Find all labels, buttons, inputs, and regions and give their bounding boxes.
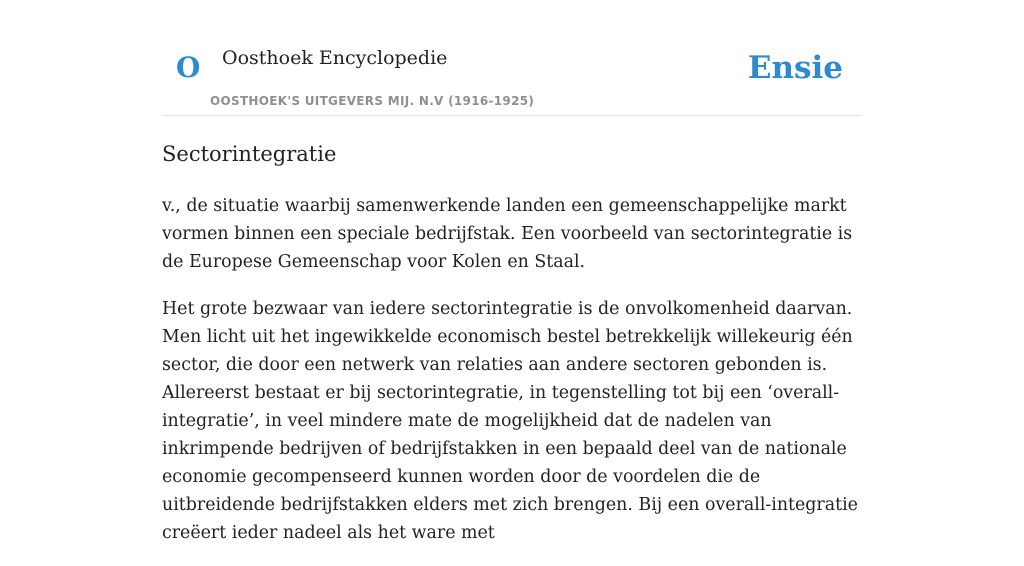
article-paragraph: v., de situatie waarbij samenwerkende landen een gemeenschappelijke markt vormen binnen een speciale bedrijfstak. Een voorbeeld van sectorintegratie is de Europese Gemeenschap voor Kolen en Staal. [162,196,853,272]
site-header [162,0,862,116]
page [162,0,862,543]
ensie-logo[interactable]: Ensie [747,50,843,86]
article-body [162,192,862,566]
article-title: Sectorintegratie [162,142,337,166]
article-paragraph: Het grote bezwaar van iedere sectorintegratie is de onvolkomenheid daarvan. Men licht uit het ingewikkelde economisch bestel betrekkelijk willekeurig één sector, die door een netwerk van relaties aan andere sectoren gebonden is. Allereerst bestaat er bij sectorintegratie, in tegenstelling tot bij een ‘overall-integratie’, in veel mindere mate de mogelijkheid dat de nadelen van inkrimpende bedrijven of bedrijfstakken in een bepaald deel van de nationale economie gecompenseerd kunnen worden door de voordelen die de uitbreidende bedrijfstakken elders met zich brengen. Bij een overall-integratie creëert ieder nadeel als het ware met [162,299,858,543]
logo-mark[interactable]: O [176,51,201,84]
site-title[interactable]: Oosthoek Encyclopedie [222,47,448,69]
publisher-label: OOSTHOEK'S UITGEVERS MIJ. N.V (1916-1925) [210,94,535,108]
